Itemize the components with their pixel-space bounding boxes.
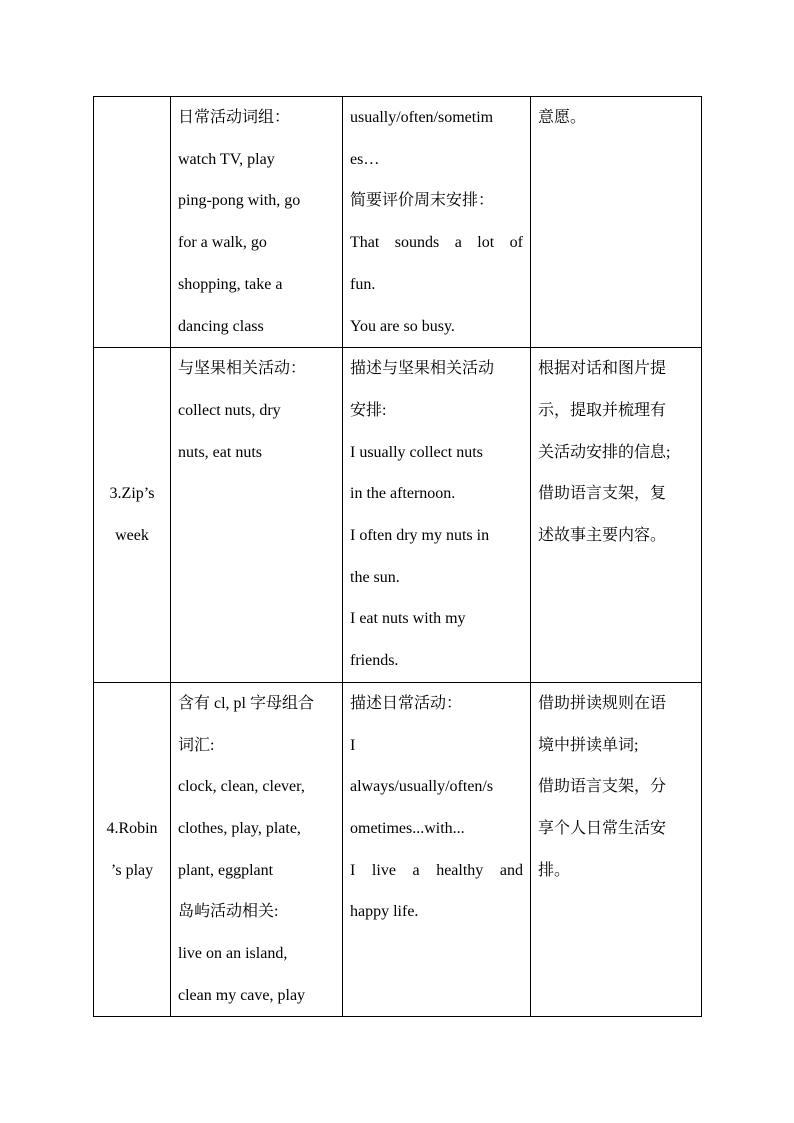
goals-cell <box>531 348 702 683</box>
sentence-line: fun. <box>350 275 376 293</box>
vocab-line: clock, clean, clever, <box>178 778 305 796</box>
topic-cell <box>94 682 171 1017</box>
topic-cell <box>94 348 171 683</box>
sentence-line: 简要评价周末安排： <box>350 192 495 210</box>
vocab-line: nuts, eat nuts <box>178 443 262 461</box>
sentences-cell <box>343 97 531 348</box>
vocab-line: for a walk, go <box>178 234 267 252</box>
goal-line: 根据对话和图片提 <box>538 360 667 378</box>
sentence-line: usually/often/sometim <box>350 109 494 126</box>
sentence-line: That sounds a lot of <box>350 234 523 252</box>
vocab-line: clothes, play, plate, <box>178 819 301 837</box>
goal-line: 排。 <box>538 861 571 879</box>
goal-line: 借助语言支架，分 <box>538 778 667 796</box>
vocab-line: ping-pong with, go <box>178 192 301 210</box>
topic-line: 3.Zip’s <box>109 485 155 503</box>
table-row <box>94 97 702 348</box>
lesson-plan-table <box>93 96 702 1017</box>
sentence-line: 描述日常活动： <box>350 694 463 712</box>
goals-cell <box>531 682 702 1017</box>
topic-line: 4.Robin <box>106 819 158 837</box>
vocab-line: collect nuts, dry <box>178 401 281 419</box>
sentence-line: friends. <box>350 652 399 670</box>
goal-line: 享个人日常生活安 <box>538 819 667 837</box>
vocab-cell <box>171 97 343 348</box>
sentence-line: always/usually/often/s <box>350 778 494 796</box>
vocab-line: 与坚果相关活动： <box>178 360 307 378</box>
vocab-cell <box>171 348 343 683</box>
topic-line: ’s play <box>110 861 154 879</box>
vocab-cell <box>171 682 343 1017</box>
sentence-line: I live a healthy and <box>350 861 523 879</box>
vocab-line: 日常活动词组： <box>178 109 291 126</box>
vocab-line: clean my cave, play <box>178 986 306 1004</box>
goal-line: 借助拼读规则在语 <box>538 694 667 712</box>
sentence-line: I often dry my nuts in <box>350 527 490 545</box>
topic-line: week <box>115 527 149 545</box>
goals-cell <box>531 97 702 348</box>
sentence-line: I usually collect nuts <box>350 443 483 461</box>
goal-line: 述故事主要内容。 <box>538 527 667 545</box>
sentence-line: I eat nuts with my <box>350 610 466 628</box>
goal-line: 境中拼读单词; <box>538 736 639 754</box>
sentence-line: ometimes...with... <box>350 819 465 837</box>
vocab-line: 岛屿活动相关: <box>178 903 279 921</box>
table-row <box>94 682 702 1017</box>
vocab-line: shopping, take a <box>178 275 283 293</box>
sentences-cell <box>343 682 531 1017</box>
vocab-line: dancing class <box>178 317 264 335</box>
topic-cell <box>94 97 171 348</box>
vocab-line: 词汇: <box>178 736 215 754</box>
sentence-line: the sun. <box>350 568 400 586</box>
sentences-cell <box>343 348 531 683</box>
sentence-line: 安排: <box>350 401 387 419</box>
sentence-line: es… <box>350 150 380 168</box>
sentence-line: I <box>350 736 356 754</box>
goal-line: 意愿。 <box>538 109 587 126</box>
goal-line: 示，提取并梳理有 <box>538 401 667 419</box>
vocab-line: watch TV, play <box>178 150 275 168</box>
sentence-line: happy life. <box>350 903 419 921</box>
sentence-line: You are so busy. <box>350 317 455 335</box>
vocab-line: 含有 cl, pl 字母组合 <box>178 694 314 712</box>
goal-line: 关活动安排的信息; <box>538 443 671 461</box>
sentence-line: in the afternoon. <box>350 485 456 503</box>
sentence-line: 描述与坚果相关活动 <box>350 360 495 378</box>
vocab-line: plant, eggplant <box>178 861 274 879</box>
goal-line: 借助语言支架，复 <box>538 485 667 503</box>
vocab-line: live on an island, <box>178 945 288 963</box>
table-row <box>94 348 702 683</box>
